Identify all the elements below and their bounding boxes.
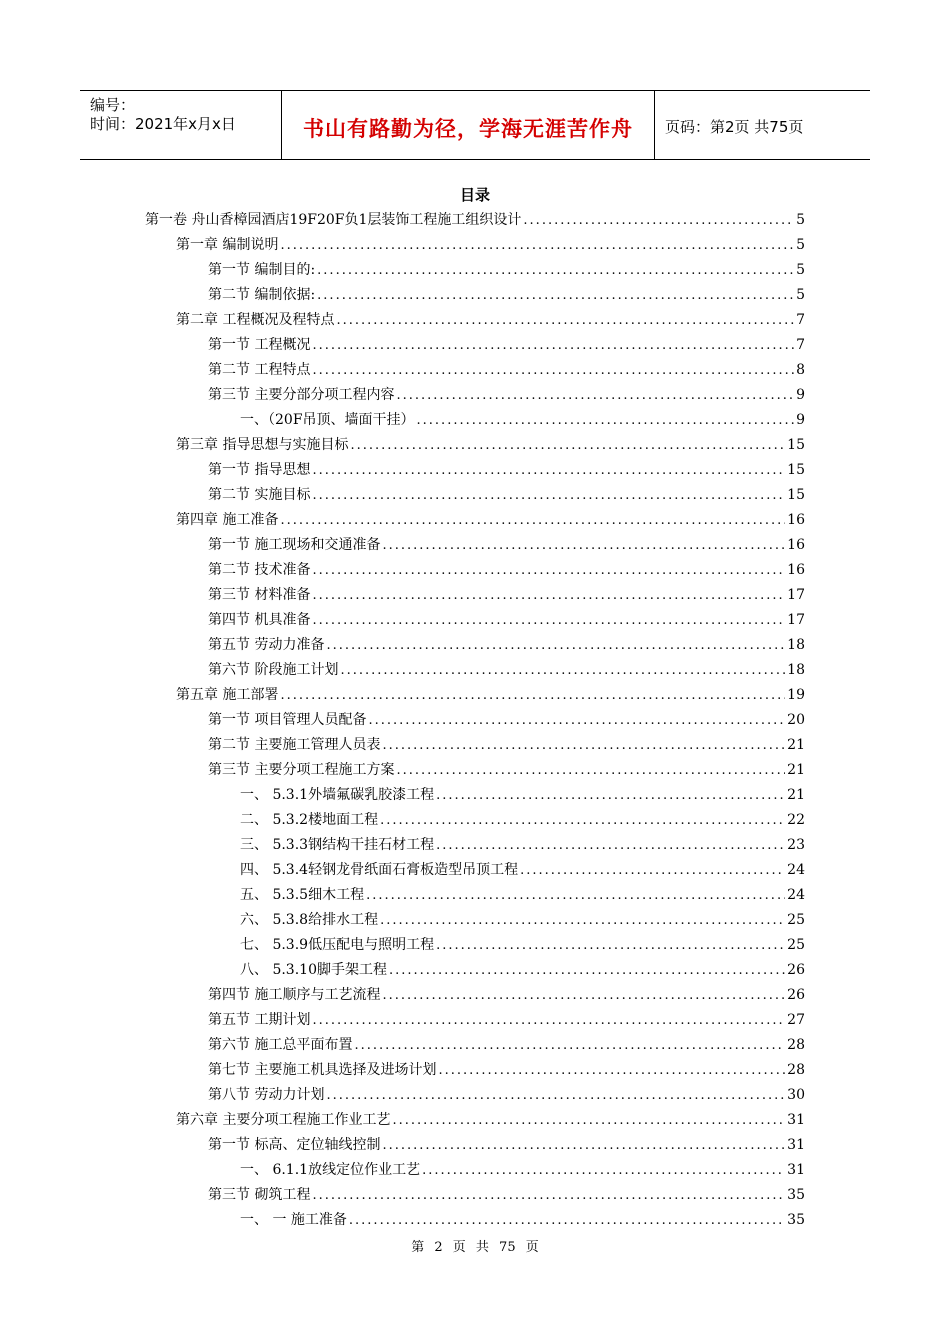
toc-entry[interactable]	[176, 683, 805, 708]
toc-entry-page: 7	[796, 312, 805, 328]
toc-entry-title: 第八节 劳动力计划	[208, 1087, 325, 1103]
toc-entry-page: 18	[787, 662, 805, 678]
toc-dot-leader	[312, 583, 785, 608]
toc-entry-page: 20	[787, 712, 805, 728]
toc-entry-page: 8	[796, 362, 805, 378]
toc-dot-leader	[366, 883, 785, 908]
toc-entry-page: 25	[787, 912, 805, 928]
toc-dot-leader	[417, 408, 795, 433]
toc-dot-leader	[396, 383, 794, 408]
toc-dot-leader	[349, 1208, 785, 1233]
toc-entry-title: 六、 5.3.8给排水工程	[240, 912, 379, 928]
toc-dot-leader	[436, 933, 785, 958]
toc-entry-title: 第三节 主要分项工程施工方案	[208, 762, 395, 778]
toc-dot-leader	[340, 658, 785, 683]
header-motto: 书山有路勤为径，学海无涯苦作舟	[303, 117, 633, 141]
toc-entry-title: 第一卷 舟山香樟园酒店19F20F负1层装饰工程施工组织设计	[145, 212, 522, 228]
toc-entry[interactable]	[240, 783, 805, 808]
toc-entry-page: 35	[787, 1187, 805, 1203]
toc-dot-leader	[280, 233, 794, 258]
toc-entry-title: 第一节 施工现场和交通准备	[208, 537, 381, 553]
toc-entry-page: 9	[796, 412, 805, 428]
toc-entry-page: 15	[787, 462, 805, 478]
toc-entry-title: 一、 6.1.1放线定位作业工艺	[240, 1162, 421, 1178]
toc-entry-page: 9	[796, 387, 805, 403]
toc-entry-title: 第二节 实施目标	[208, 487, 311, 503]
toc-entry[interactable]	[208, 583, 805, 608]
toc-entry-page: 5	[796, 237, 805, 253]
toc-entry-title: 第六章 主要分项工程施工作业工艺	[176, 1112, 391, 1128]
toc-dot-leader	[312, 483, 785, 508]
toc-dot-leader	[389, 958, 785, 983]
toc-entry[interactable]	[240, 858, 805, 883]
toc-entry-page: 23	[787, 837, 805, 853]
toc-dot-leader	[436, 783, 785, 808]
toc-dot-leader	[382, 733, 785, 758]
toc-entry[interactable]	[176, 1108, 805, 1133]
toc-entry[interactable]	[240, 883, 805, 908]
toc-entry[interactable]	[208, 983, 805, 1008]
toc-entry-page: 21	[787, 737, 805, 753]
toc-dot-leader	[382, 1133, 785, 1158]
toc-entry-title: 七、 5.3.9低压配电与照明工程	[240, 937, 435, 953]
toc-entry[interactable]	[176, 433, 805, 458]
toc-entry-page: 21	[787, 762, 805, 778]
toc-entry[interactable]	[240, 1158, 805, 1183]
toc-entry-page: 5	[796, 287, 805, 303]
toc-dot-leader	[368, 708, 785, 733]
toc-dot-leader	[326, 1083, 785, 1108]
toc-entry-title: 二、 5.3.2楼地面工程	[240, 812, 379, 828]
toc-entry-title: 第一章 编制说明	[176, 237, 279, 253]
toc-entry-title: 第一节 项目管理人员配备	[208, 712, 367, 728]
toc-entry[interactable]	[176, 508, 805, 533]
document-date-label: 时间：2021年x月x日	[90, 115, 236, 133]
toc-entry-page: 21	[787, 787, 805, 803]
toc-entry-page: 5	[796, 212, 805, 228]
toc-entry[interactable]	[208, 333, 805, 358]
toc-entry[interactable]	[208, 633, 805, 658]
toc-dot-leader	[336, 308, 794, 333]
toc-entry-title: 第五章 施工部署	[176, 687, 279, 703]
toc-entry-title: 第一节 指导思想	[208, 462, 311, 478]
toc-entry-page: 24	[787, 862, 805, 878]
toc-entry-title: 第六节 阶段施工计划	[208, 662, 339, 678]
toc-entry-page: 16	[787, 512, 805, 528]
toc-entry-page: 31	[787, 1137, 805, 1153]
toc-entry-title: 三、 5.3.3钢结构干挂石材工程	[240, 837, 435, 853]
toc-entry-page: 22	[787, 812, 805, 828]
toc-dot-leader	[350, 433, 785, 458]
toc-entry-page: 28	[787, 1037, 805, 1053]
toc-entry[interactable]	[240, 908, 805, 933]
toc-dot-leader	[312, 558, 785, 583]
toc-dot-leader	[438, 1058, 785, 1083]
toc-entry-page: 17	[787, 612, 805, 628]
toc-entry-page: 26	[787, 962, 805, 978]
toc-entry-page: 35	[787, 1212, 805, 1228]
toc-entry-title: 第二节 主要施工管理人员表	[208, 737, 381, 753]
toc-dot-leader	[396, 758, 785, 783]
toc-entry-title: 第三节 砌筑工程	[208, 1187, 311, 1203]
toc-entry-page: 16	[787, 537, 805, 553]
toc-entry-title: 第五节 劳动力准备	[208, 637, 325, 653]
toc-dot-leader	[312, 608, 785, 633]
toc-entry-title: 第二节 技术准备	[208, 562, 311, 578]
toc-entry[interactable]	[208, 708, 805, 733]
toc-entry-title: 第一节 编制目的:	[208, 262, 316, 278]
toc-dot-leader	[382, 533, 785, 558]
toc-entry-title: 第四章 施工准备	[176, 512, 279, 528]
toc-entry-title: 一、 一 施工准备	[240, 1212, 347, 1228]
toc-entry[interactable]	[240, 933, 805, 958]
toc-entry-title: 第四节 施工顺序与工艺流程	[208, 987, 381, 1003]
toc-dot-leader	[312, 333, 794, 358]
toc-entry-title: 第四节 机具准备	[208, 612, 311, 628]
toc-dot-leader	[520, 858, 785, 883]
toc-entry-page: 7	[796, 337, 805, 353]
toc-dot-leader	[280, 508, 785, 533]
toc-entry-title: 五、 5.3.5细木工程	[240, 887, 365, 903]
toc-entry-title: 第一节 工程概况	[208, 337, 311, 353]
toc-entry-title: 第一节 标高、定位轴线控制	[208, 1137, 381, 1153]
toc-dot-leader	[392, 1108, 785, 1133]
page-footer: 第 2 页 共 75 页	[411, 1240, 539, 1255]
toc-entry[interactable]	[208, 1033, 805, 1058]
toc-entry[interactable]	[208, 608, 805, 633]
header-meta-cell	[80, 91, 282, 159]
toc-entry[interactable]	[208, 283, 805, 308]
page-header	[80, 90, 870, 160]
toc-entry-page: 27	[787, 1012, 805, 1028]
toc-dot-leader	[312, 1008, 785, 1033]
toc-entry-page: 31	[787, 1162, 805, 1178]
toc-entry-title: 一、（20F吊顶、墙面干挂）	[240, 412, 415, 428]
toc-entry-page: 5	[796, 262, 805, 278]
toc-title: 目录	[459, 186, 490, 204]
header-page-cell	[655, 91, 870, 159]
toc-dot-leader	[380, 908, 785, 933]
toc-dot-leader	[280, 683, 785, 708]
toc-dot-leader	[436, 833, 785, 858]
toc-entry[interactable]	[208, 733, 805, 758]
toc-entry[interactable]	[145, 208, 805, 233]
toc-entry-title: 四、 5.3.4轻钢龙骨纸面石膏板造型吊顶工程	[240, 862, 519, 878]
toc-dot-leader	[523, 208, 794, 233]
toc-entry-page: 16	[787, 562, 805, 578]
toc-entry-page: 28	[787, 1062, 805, 1078]
document-number-label: 编号：	[90, 96, 136, 114]
toc-entry-page: 30	[787, 1087, 805, 1103]
toc-entry[interactable]	[208, 483, 805, 508]
toc-entry[interactable]	[176, 233, 805, 258]
header-motto-cell	[282, 91, 655, 159]
toc-entry-page: 24	[787, 887, 805, 903]
toc-entry[interactable]	[240, 1208, 805, 1233]
toc-dot-leader	[312, 458, 785, 483]
toc-dot-leader	[317, 283, 794, 308]
toc-entry-title: 第五节 工期计划	[208, 1012, 311, 1028]
toc-entry[interactable]	[208, 258, 805, 283]
toc-entry[interactable]	[208, 558, 805, 583]
toc-entry-page: 19	[787, 687, 805, 703]
toc-entry-title: 八、 5.3.10脚手架工程	[240, 962, 387, 978]
toc-entry[interactable]	[208, 1058, 805, 1083]
toc-entry[interactable]	[240, 408, 805, 433]
toc-entry[interactable]	[208, 383, 805, 408]
toc-entry-page: 26	[787, 987, 805, 1003]
toc-entry[interactable]	[208, 358, 805, 383]
toc-entry-title: 一、 5.3.1外墙氟碳乳胶漆工程	[240, 787, 435, 803]
toc-entry[interactable]	[240, 808, 805, 833]
toc-entry-title: 第三节 材料准备	[208, 587, 311, 603]
toc-entry-page: 25	[787, 937, 805, 953]
toc-entry[interactable]	[208, 1183, 805, 1208]
toc-entry-title: 第三节 主要分部分项工程内容	[208, 387, 395, 403]
toc-entry-page: 15	[787, 487, 805, 503]
toc-entry-title: 第二节 编制依据:	[208, 287, 316, 303]
toc-entry-title: 第三章 指导思想与实施目标	[176, 437, 349, 453]
toc-entry[interactable]	[240, 958, 805, 983]
toc-dot-leader	[382, 983, 785, 1008]
toc-entry[interactable]	[208, 1133, 805, 1158]
toc-entry-page: 15	[787, 437, 805, 453]
toc-entry[interactable]	[208, 533, 805, 558]
toc-dot-leader	[326, 633, 785, 658]
toc-entry-title: 第二节 工程特点	[208, 362, 311, 378]
toc-entry[interactable]	[208, 758, 805, 783]
toc-entry[interactable]	[208, 1083, 805, 1108]
toc-dot-leader	[312, 1183, 785, 1208]
toc-entry-title: 第二章 工程概况及程特点	[176, 312, 335, 328]
toc-entry-title: 第七节 主要施工机具选择及进场计划	[208, 1062, 437, 1078]
header-page-info: 页码：第2页 共75页	[665, 118, 804, 136]
toc-dot-leader	[422, 1158, 785, 1183]
toc-entry[interactable]	[208, 458, 805, 483]
toc-entry[interactable]	[176, 308, 805, 333]
toc-entry[interactable]	[208, 658, 805, 683]
toc-entry[interactable]	[208, 1008, 805, 1033]
toc-dot-leader	[380, 808, 785, 833]
toc-entry-page: 18	[787, 637, 805, 653]
toc-dot-leader	[312, 358, 794, 383]
toc-dot-leader	[317, 258, 794, 283]
toc-entry-page: 31	[787, 1112, 805, 1128]
toc-dot-leader	[354, 1033, 785, 1058]
toc-entry-page: 17	[787, 587, 805, 603]
toc-entry[interactable]	[240, 833, 805, 858]
toc-entry-title: 第六节 施工总平面布置	[208, 1037, 353, 1053]
